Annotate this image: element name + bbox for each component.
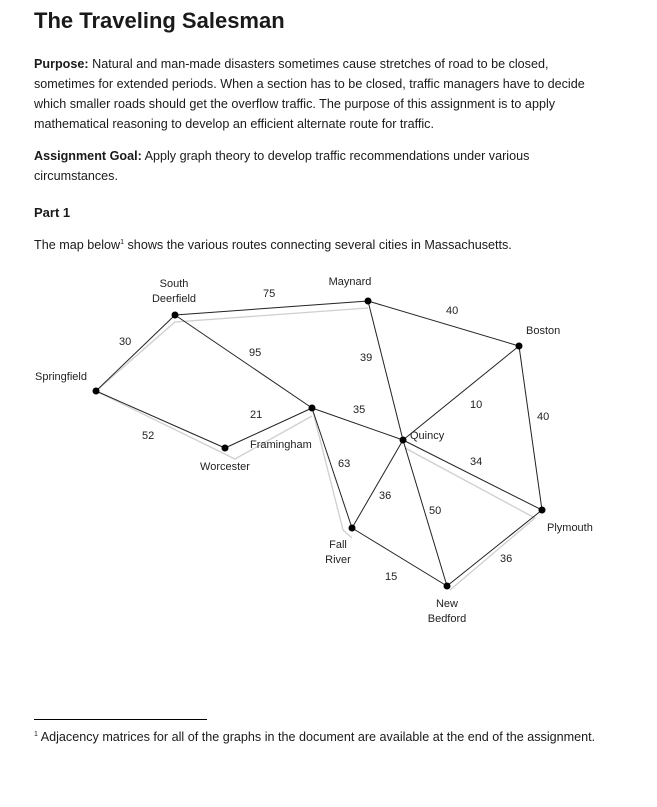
part-heading: Part 1 xyxy=(34,205,71,220)
label-quincy: Quincy xyxy=(410,430,445,442)
node-framingham xyxy=(309,405,316,412)
node-new-bedford xyxy=(444,583,451,590)
label-framingham: Framingham xyxy=(250,439,312,451)
label-plymouth: Plymouth xyxy=(547,522,593,534)
purpose-label: Purpose: xyxy=(34,57,89,71)
purpose-text: Natural and man-made disasters sometimes cause stretches of road to be closed, sometimes for extended periods. When a section has to be closed, traffic managers have to decide which smaller roads should get the overflow traffic. The purpose of this assignment is to apply mathematical reasoning to develop an efficient alternate route for traffic. xyxy=(34,57,585,131)
weight-worcester-framingham: 21 xyxy=(250,409,263,421)
weight-springfield-worcester: 52 xyxy=(142,430,155,442)
goal-label: Assignment Goal: xyxy=(34,149,142,163)
label-maynard: Maynard xyxy=(328,276,372,288)
intro-text-after: shows the various routes connecting several cities in Massachusetts. xyxy=(124,238,512,252)
footnote-mark: 1 xyxy=(34,730,38,738)
city-labels xyxy=(35,276,593,625)
road-edges xyxy=(96,301,542,586)
road-quincy-fall-river xyxy=(352,440,403,528)
weight-quincy-plymouth: 34 xyxy=(470,456,483,468)
intro-text-before: The map below xyxy=(34,238,121,252)
node-springfield xyxy=(93,388,100,395)
footnote-text: Adjacency matrices for all of the graphs in the document are available at the end of the assignment. xyxy=(37,730,596,744)
weight-quincy-fall-river: 36 xyxy=(379,490,392,502)
weight-maynard-boston: 40 xyxy=(446,305,459,317)
node-maynard xyxy=(365,298,372,305)
weight-springfield-south-deerfield: 30 xyxy=(119,336,132,348)
purpose-paragraph xyxy=(34,54,604,134)
weight-south-deerfield-framingham: 95 xyxy=(249,347,262,359)
road-springfield-worcester xyxy=(96,391,225,448)
massachusetts-road-map xyxy=(0,260,657,640)
footnote-separator xyxy=(34,719,207,720)
road-boston-quincy xyxy=(403,346,519,440)
map-intro xyxy=(34,238,512,252)
road-shadows xyxy=(96,308,535,590)
node-south-deerfield xyxy=(172,312,179,319)
weight-fall-river-new-bedford: 15 xyxy=(385,571,398,583)
weight-boston-quincy: 10 xyxy=(470,399,483,411)
weight-maynard-quincy: 39 xyxy=(360,352,373,364)
road-boston-plymouth xyxy=(519,346,542,510)
weight-south-deerfield-maynard: 75 xyxy=(263,288,276,300)
page-title: The Traveling Salesman xyxy=(34,8,285,33)
road-shadow xyxy=(96,308,368,391)
label-springfield: Springfield xyxy=(35,371,87,383)
road-maynard-quincy xyxy=(368,301,403,440)
weight-framingham-quincy: 35 xyxy=(353,404,366,416)
goal-text: Apply graph theory to develop traffic recommendations under various circumstances. xyxy=(34,149,530,183)
road-south-deerfield-framingham xyxy=(175,315,312,408)
label-south-deerfield-line1: South xyxy=(159,278,189,290)
weight-boston-plymouth: 40 xyxy=(537,411,550,423)
road-new-bedford-plymouth xyxy=(447,510,542,586)
road-springfield-south-deerfield xyxy=(96,315,175,391)
label-worcester: Worcester xyxy=(200,461,250,473)
road-fall-river-new-bedford xyxy=(352,528,447,586)
road-south-deerfield-maynard xyxy=(175,301,368,315)
road-maynard-boston xyxy=(368,301,519,346)
footnote xyxy=(34,728,604,746)
weight-new-bedford-plymouth: 36 xyxy=(500,553,513,565)
city-nodes xyxy=(93,298,546,590)
label-new-bedford-line2: Bedford xyxy=(427,613,467,625)
road-shadow xyxy=(405,448,535,590)
label-south-deerfield-line2: Deerfield xyxy=(151,293,197,305)
node-fall-river xyxy=(349,525,356,532)
footnote-reference[interactable]: 1 xyxy=(120,238,125,246)
node-plymouth xyxy=(539,507,546,514)
road-quincy-plymouth xyxy=(403,440,542,510)
label-fall-river-line1: Fall xyxy=(329,539,347,551)
node-worcester xyxy=(222,445,229,452)
label-fall-river-line2: River xyxy=(325,554,351,566)
weight-framingham-fall-river: 63 xyxy=(338,458,351,470)
label-new-bedford-line1: New xyxy=(435,598,459,610)
label-boston: Boston xyxy=(526,325,561,337)
goal-paragraph xyxy=(34,146,604,186)
weight-quincy-new-bedford: 50 xyxy=(429,505,442,517)
node-quincy xyxy=(400,437,407,444)
node-boston xyxy=(516,343,523,350)
